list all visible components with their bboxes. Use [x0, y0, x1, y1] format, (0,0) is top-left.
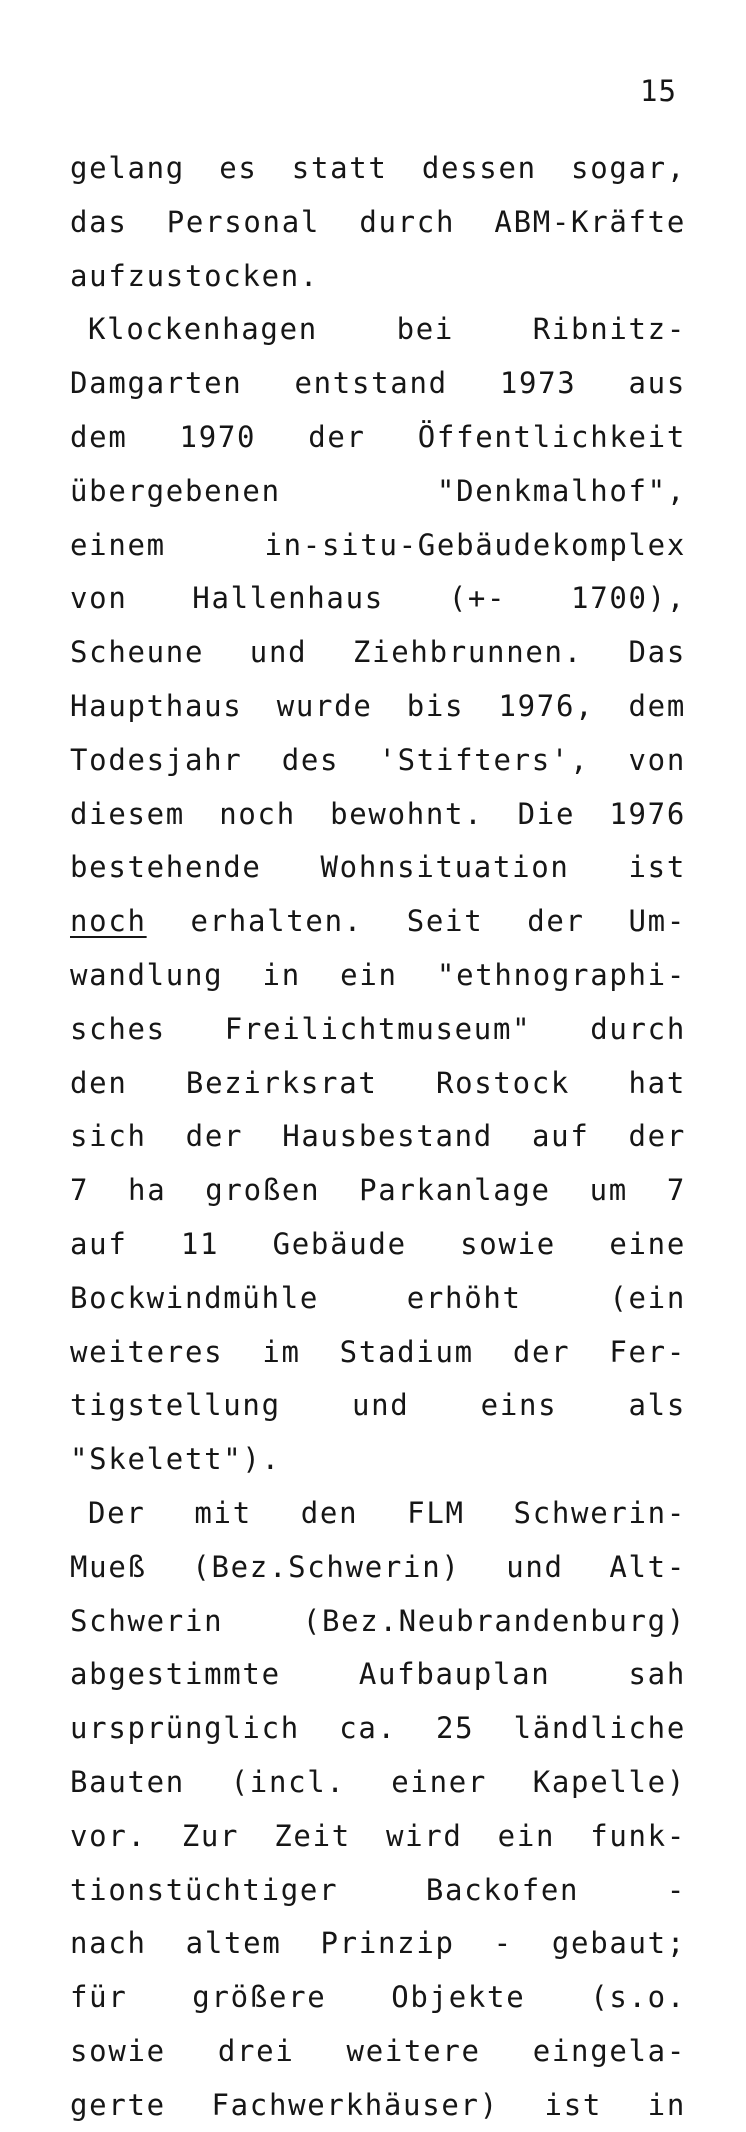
line-text: abgestimmte Aufbauplan sah: [70, 1657, 686, 1692]
text-line: [70, 303, 686, 357]
text-line: [70, 2079, 686, 2132]
line-text: gerte Fachwerkhäuser) ist in: [70, 2087, 686, 2122]
line-text: wandlung in ein "ethnographi-: [70, 957, 686, 992]
text-line: [70, 519, 686, 573]
line-text: den Bezirksrat Rostock hat: [70, 1065, 686, 1100]
text-line: [70, 196, 686, 250]
text-line: [70, 626, 686, 680]
line-text: gelang es statt dessen sogar,: [70, 151, 686, 185]
line-text: ursprünglich ca. 25 ländliche: [70, 1711, 686, 1746]
line-text: Bauten (incl. einer Kapelle): [70, 1764, 686, 1799]
text-line: [70, 1057, 686, 1111]
line-text: Schwerin (Bez.Neubrandenburg): [70, 1603, 686, 1638]
text-line: [70, 411, 686, 465]
text-line: [70, 1971, 686, 2025]
line-text: Damgarten entstand 1973 aus: [70, 366, 686, 401]
text-line: [70, 841, 686, 895]
line-text: Todesjahr des 'Stifters', von: [70, 742, 686, 777]
text-line: [70, 734, 686, 788]
line-text: "Skelett").: [70, 1442, 281, 1477]
text-line: [70, 949, 686, 1003]
text-line: [70, 465, 686, 519]
underlined-word: noch: [70, 904, 147, 939]
text-line: [70, 1003, 686, 1057]
text-line: [70, 1218, 686, 1272]
line-text: Klockenhagen bei Ribnitz-: [88, 312, 686, 347]
line-text: tionstüchtiger Backofen -: [70, 1872, 686, 1907]
text-line: [70, 1379, 686, 1433]
text-line: [70, 357, 686, 411]
line-text: sches Freilichtmuseum" durch: [70, 1011, 686, 1046]
text-line: [70, 1541, 686, 1595]
text-line: [70, 572, 686, 626]
page-number: 15: [640, 74, 677, 108]
line-text: von Hallenhaus (+- 1700),: [70, 581, 686, 616]
body-text: [70, 142, 686, 2132]
line-text: das Personal durch ABM-Kräfte: [70, 204, 686, 239]
line-text: aufzustocken.: [70, 258, 320, 293]
line-text: für größere Objekte (s.o.: [70, 1980, 686, 2015]
line-text: dem 1970 der Öffentlichkeit: [70, 419, 686, 454]
line-text: Scheune und Ziehbrunnen. Das: [70, 635, 686, 670]
text-line: [70, 1595, 686, 1649]
line-text: übergebenen "Denkmalhof",: [70, 473, 686, 508]
text-line: [70, 1433, 686, 1487]
text-line: [70, 680, 686, 734]
line-text: tigstellung und eins als: [70, 1388, 686, 1423]
line-text: bestehende Wohnsituation ist: [70, 850, 686, 885]
line-text: erhalten. Seit der Um-: [146, 904, 686, 939]
text-line: [70, 788, 686, 842]
text-line: [70, 1110, 686, 1164]
text-line: [70, 895, 686, 949]
text-line: [70, 2025, 686, 2079]
line-text: auf 11 Gebäude sowie eine: [70, 1226, 686, 1261]
text-line: [70, 250, 686, 304]
line-text: diesem noch bewohnt. Die 1976: [70, 796, 686, 831]
text-line: [70, 1272, 686, 1326]
line-text: nach altem Prinzip - gebaut;: [70, 1926, 686, 1961]
text-line: [70, 1810, 686, 1864]
text-line: [70, 1648, 686, 1702]
text-line: [70, 1864, 686, 1918]
line-text: einem in-situ-Gebäudekomplex: [70, 527, 686, 562]
line-text: Bockwindmühle erhöht (ein: [70, 1280, 686, 1315]
line-text: sich der Hausbestand auf der: [70, 1119, 686, 1154]
line-text: Haupthaus wurde bis 1976, dem: [70, 688, 686, 723]
line-text: Mueß (Bez.Schwerin) und Alt-: [70, 1549, 686, 1584]
text-line: [70, 1917, 686, 1971]
text-line: [70, 1702, 686, 1756]
line-text: Der mit den FLM Schwerin-: [88, 1495, 686, 1530]
line-text: 7 ha großen Parkanlage um 7: [70, 1173, 686, 1208]
line-text: vor. Zur Zeit wird ein funk-: [70, 1818, 686, 1853]
text-line: [70, 1326, 686, 1380]
text-line: [70, 1487, 686, 1541]
text-line: [70, 1756, 686, 1810]
line-text: weiteres im Stadium der Fer-: [70, 1334, 686, 1369]
text-line: [70, 1164, 686, 1218]
line-text: sowie drei weitere eingela-: [70, 2033, 686, 2068]
text-line: [70, 142, 686, 196]
